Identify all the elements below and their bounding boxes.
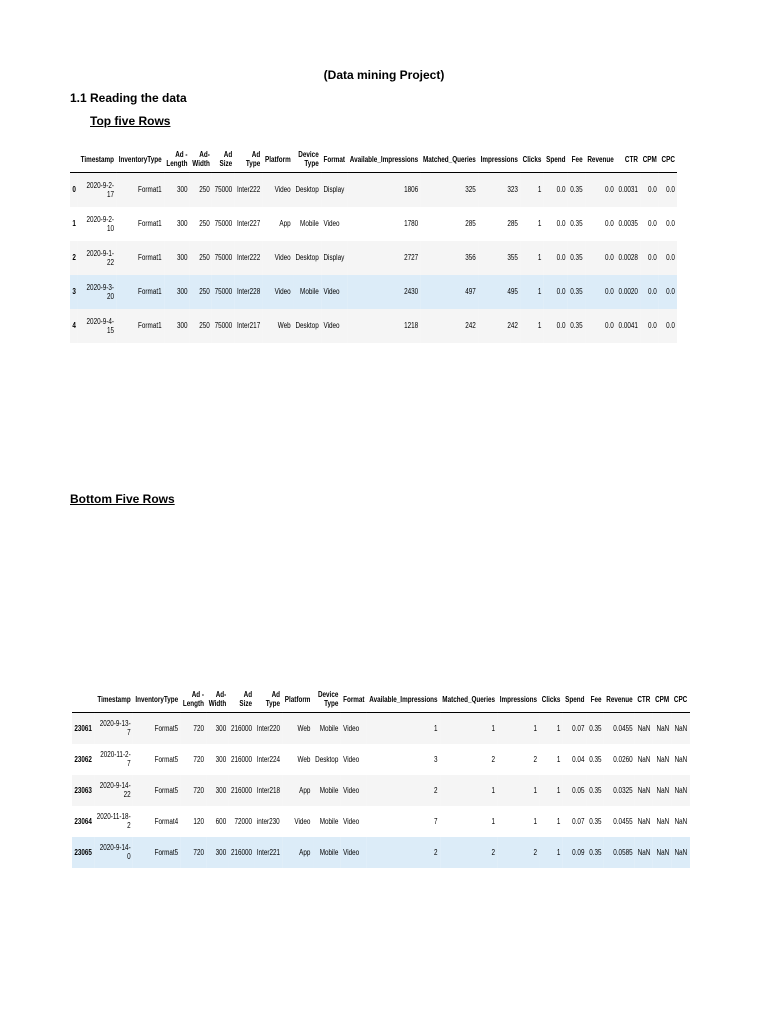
table-cell: Mobile [319,785,339,795]
table-cell: Mobile [300,219,319,228]
top-rows-table [70,150,677,343]
table-cell: Inter227 [236,219,261,228]
table-cell: NaN [637,816,651,826]
table-cell: 1 [491,785,496,795]
table-cell: 1780 [404,219,419,228]
table-cell: Format1 [138,321,162,330]
table-cell: 0.0 [666,253,675,262]
document-title: (Data mining Project) [323,68,445,82]
column-header: Device Type [293,150,321,173]
column-header: Ad Size [229,690,255,713]
table-cell: Inter222 [236,185,261,195]
table-cell: 216000 [230,754,253,764]
column-header: Impressions [478,150,520,173]
table-cell: Video [294,816,311,826]
table-cell: NaN [656,723,670,733]
table-cell: 0.35 [570,253,583,262]
table-cell: 0.0 [556,219,566,228]
table-cell: Video [323,321,340,330]
table-cell: 2020-9-3- 20 [86,282,115,301]
table-row [70,207,677,241]
table-cell: 2020-9-13- 7 [99,719,131,738]
table-cell: 242 [507,321,518,330]
table-cell: 1 [537,321,542,330]
column-header: Revenue [604,690,635,713]
table-cell: App [299,847,311,857]
table-cell: 600 [215,816,227,826]
table-cell: 216000 [230,723,253,733]
table-cell: 300 [215,754,227,764]
column-header: Spend [544,150,568,173]
table-cell: Video [274,287,291,296]
row-index: 3 [72,287,76,296]
column-header: Impressions [497,690,539,713]
table-cell: 0.0 [604,219,614,228]
table-cell: 0.0 [647,287,657,296]
column-header: Ad - Length [164,150,190,173]
table-cell: Mobile [319,723,339,733]
table-cell: Inter222 [236,253,261,262]
table-cell: 75000 [214,219,233,228]
table-cell: 250 [199,219,210,228]
table-header-row [70,150,677,173]
table-cell: 720 [193,723,204,733]
column-header: InventoryType [116,150,164,173]
table-cell: 0.0028 [618,253,638,262]
table-row [70,309,677,343]
table-cell: NaN [637,754,651,764]
column-header: Timestamp [78,150,116,173]
table-cell: 1 [533,816,538,826]
column-header: Clicks [539,690,562,713]
table-cell: 300 [215,847,227,857]
table-cell: 120 [193,816,204,826]
table-cell: 323 [507,185,518,195]
table-cell: NaN [637,785,651,795]
index-header [70,150,78,173]
table-cell: 0.0325 [613,785,633,795]
table-row [72,744,690,775]
column-header: Available_Impressions [347,150,420,173]
table-cell: Inter218 [256,785,281,795]
column-header: CPM [653,690,672,713]
top-rows-heading: Top five Rows [90,114,171,128]
table-cell: Desktop [315,754,339,764]
table-cell: NaN [656,816,670,826]
table-cell: 1 [537,219,542,228]
table-cell: 250 [199,185,210,195]
table-cell: 0.0455 [613,816,633,826]
table-cell: 0.35 [589,785,602,795]
table-cell: Inter221 [256,847,281,857]
table-cell: 7 [434,816,438,826]
table-cell: 0.0 [604,185,614,195]
table-cell: 242 [465,321,476,330]
table-cell: 0.0 [666,219,675,228]
table-cell: Video [343,785,360,795]
table-cell: 0.35 [589,816,602,826]
table-cell: Video [343,723,360,733]
column-header: CPC [672,690,690,713]
table-cell: 0.0585 [613,847,633,857]
table-cell: 0.35 [589,723,602,733]
table-cell: Video [323,287,340,296]
column-header: Ad- Width [190,150,212,173]
table-cell: Format1 [138,185,162,195]
column-header: CPM [640,150,659,173]
table-cell: 1 [556,847,561,857]
column-header: CPC [659,150,677,173]
table-cell: 720 [193,785,204,795]
table-cell: 75000 [214,287,233,296]
column-header: Ad Size [212,150,234,173]
table-cell: Web [297,754,311,764]
table-cell: 72000 [234,816,253,826]
table-cell: 325 [465,185,476,195]
table-cell: Desktop [295,253,319,262]
index-header [72,690,94,713]
table-cell: NaN [656,785,670,795]
table-cell: 300 [176,287,188,296]
table-cell: Inter220 [256,723,281,733]
table-cell: 0.0 [604,321,614,330]
table-cell: App [279,219,291,228]
table-cell: 216000 [230,785,253,795]
table-cell: 0.35 [589,754,602,764]
table-cell: 1 [537,185,542,195]
table-cell: 1 [537,287,542,296]
table-cell: 285 [465,219,476,228]
table-cell: 0.35 [570,321,583,330]
table-cell: NaN [674,847,688,857]
table-cell: 0.0455 [613,723,633,733]
table-cell: 0.0 [647,219,657,228]
table-cell: 75000 [214,253,233,262]
table-cell: 285 [507,219,518,228]
table-cell: 2020-11-18- 2 [96,812,131,830]
table-cell: 355 [507,253,518,262]
column-header: Clicks [520,150,543,173]
table-cell: 300 [176,253,188,262]
table-cell: 0.0 [666,287,675,296]
table-cell: 0.0 [647,253,657,262]
table-cell: 0.0 [604,253,614,262]
table-cell: 1 [491,816,496,826]
table-cell: 1 [533,785,538,795]
table-cell: 0.0 [556,321,566,330]
table-row [70,173,677,207]
table-cell: Format5 [154,723,179,733]
table-cell: 0.05 [572,785,585,795]
table-cell: 1 [533,723,538,733]
table-cell: 1 [556,723,561,733]
table-cell: Desktop [295,321,319,330]
table-cell: 2020-9-4- 15 [86,316,115,335]
row-index: 2 [72,253,76,262]
table-cell: 2020-9-2- 10 [86,214,115,233]
table-cell: Format5 [154,785,179,795]
table-cell: 356 [465,253,476,262]
table-cell: NaN [674,754,688,764]
column-header: CTR [635,690,653,713]
table-cell: 0.07 [572,723,585,733]
table-cell: 1 [434,723,438,733]
column-header: Spend [563,690,587,713]
table-cell: NaN [656,847,670,857]
table-row [72,806,690,837]
table-cell: 0.0 [556,253,566,262]
bottom-rows-heading: Bottom Five Rows [70,492,175,506]
table-cell: 2 [434,847,438,857]
table-cell: Video [343,754,360,764]
table-cell: 0.0020 [618,287,638,296]
table-cell: Format5 [154,754,179,764]
table-cell: 0.35 [570,185,583,195]
table-cell: App [299,785,311,795]
table-cell: NaN [637,847,651,857]
table-cell: 300 [176,219,188,228]
row-index: 4 [72,321,76,330]
column-header: Fee [568,150,585,173]
table-cell: Format1 [138,287,162,296]
table-cell: 0.0 [556,185,566,195]
table-cell: 300 [176,185,188,195]
column-header: Ad - Length [181,690,207,713]
table-cell: 2 [434,785,438,795]
table-cell: 2727 [404,253,419,262]
bottom-rows-table [72,690,690,868]
table-cell: NaN [674,785,688,795]
table-cell: 0.0 [604,287,614,296]
table-cell: inter230 [256,816,280,826]
table-cell: 300 [176,321,188,330]
table-cell: Format5 [154,847,179,857]
table-cell: 2 [533,754,538,764]
column-header: Fee [587,690,604,713]
table-cell: 0.04 [572,754,585,764]
table-cell: NaN [674,723,688,733]
table-cell: Mobile [319,847,339,857]
table-cell: Inter217 [236,321,261,330]
table-row [70,275,677,309]
column-header: Matched_Queries [440,690,497,713]
table-cell: 1218 [404,321,419,330]
table-cell: 495 [507,287,518,296]
table-row [72,713,690,744]
column-header: Timestamp [94,690,133,713]
row-index: 23063 [74,785,92,795]
table-cell: 720 [193,754,204,764]
table-cell: 3 [434,754,438,764]
table-cell: 250 [199,287,210,296]
column-header: CTR [616,150,640,173]
table-cell: 0.0 [647,185,657,195]
row-index: 23065 [74,847,92,857]
row-index: 0 [72,185,76,195]
column-header: Available_Impressions [367,690,440,713]
table-cell: 497 [465,287,476,296]
column-header: Ad Type [235,150,263,173]
table-cell: 0.35 [570,219,583,228]
table-cell: Desktop [295,185,319,195]
table-cell: 0.35 [589,847,602,857]
table-cell: 75000 [214,185,233,195]
table-cell: Video [274,185,291,195]
table-cell: 1 [537,253,542,262]
column-header: Matched_Queries [421,150,479,173]
table-cell: 250 [199,253,210,262]
table-cell: 2 [491,754,496,764]
column-header: InventoryType [133,690,180,713]
table-cell: Video [323,219,340,228]
column-header: Platform [263,150,293,173]
column-header: Ad- Width [206,690,228,713]
row-index: 23061 [74,723,92,733]
table-cell: 1 [556,754,561,764]
table-cell: 2020-11-2- 7 [100,750,131,768]
table-cell: Display [323,185,345,195]
column-header: Format [341,690,367,713]
table-header-row [72,690,690,713]
table-cell: 300 [215,723,227,733]
table-cell: 250 [199,321,210,330]
table-cell: Video [343,816,360,826]
table-cell: 2 [533,847,538,857]
table-cell: 0.0031 [618,185,638,195]
column-header: Revenue [585,150,616,173]
table-cell: 2020-9-2- 17 [86,180,115,199]
table-cell: Video [274,253,291,262]
row-index: 1 [72,219,76,228]
table-cell: Inter224 [256,754,281,764]
table-cell: 2020-9-1- 22 [86,248,115,267]
section-heading: 1.1 Reading the data [70,91,187,105]
column-header: Ad Type [254,690,282,713]
table-row [72,775,690,806]
table-cell: 2 [491,847,496,857]
table-cell: 0.0 [647,321,657,330]
table-row [70,241,677,275]
table-cell: Format1 [138,219,162,228]
table-cell: 0.07 [572,816,585,826]
table-cell: 0.0 [666,321,675,330]
column-header: Device Type [313,690,341,713]
table-cell: 1 [556,785,561,795]
column-header: Platform [282,690,312,713]
table-cell: Web [277,321,291,330]
table-cell: 1 [491,723,496,733]
table-cell: Mobile [300,287,319,296]
table-cell: 1 [556,816,561,826]
table-cell: 720 [193,847,204,857]
table-cell: Web [297,723,311,733]
table-cell: 0.0035 [618,219,638,228]
table-cell: 0.0041 [618,321,638,330]
table-cell: 0.09 [572,847,585,857]
table-cell: 0.0 [666,185,675,195]
table-cell: Display [323,253,345,262]
table-cell: Mobile [319,816,339,826]
table-cell: 300 [215,785,227,795]
table-cell: 2020-9-14- 0 [99,843,131,861]
table-cell: Format4 [154,816,179,826]
table-row [72,837,690,868]
table-cell: NaN [656,754,670,764]
table-cell: Video [343,847,360,857]
column-header: Format [321,150,347,173]
table-cell: NaN [637,723,651,733]
table-cell: 216000 [230,847,253,857]
table-cell: 2430 [404,287,419,296]
table-cell: Inter228 [236,287,261,296]
table-cell: 1806 [404,185,419,195]
row-index: 23064 [74,816,92,826]
table-cell: 75000 [214,321,233,330]
table-cell: 2020-9-14- 22 [99,781,131,799]
table-cell: 0.0 [556,287,566,296]
table-cell: NaN [674,816,688,826]
table-cell: 0.35 [570,287,583,296]
table-cell: Format1 [138,253,162,262]
row-index: 23062 [74,754,92,764]
table-cell: 0.0260 [613,754,633,764]
